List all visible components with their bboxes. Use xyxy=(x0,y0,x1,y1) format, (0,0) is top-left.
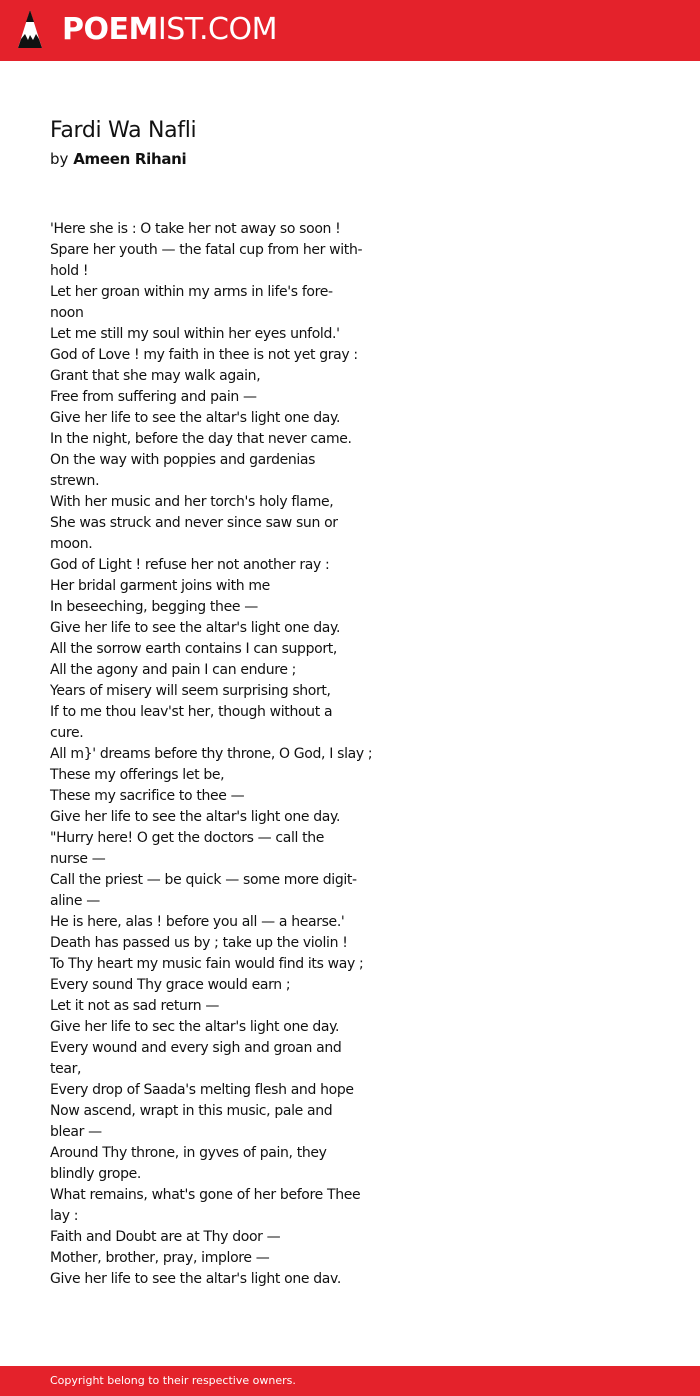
poem-line: lay : xyxy=(50,1208,79,1224)
poem-line: She was struck and never since saw sun or xyxy=(50,515,338,531)
poem-line: What remains, what's gone of her before Thee xyxy=(50,1187,361,1203)
poem-line: Mother, brother, pray, implore — xyxy=(50,1250,270,1266)
poem-line: Grant that she may walk again, xyxy=(50,368,261,384)
poem-line: God of Love ! my faith in thee is not yet gray : xyxy=(50,347,358,363)
poem-line: Let me still my soul within her eyes unfold.' xyxy=(50,326,340,342)
poem-line: Her bridal garment joins with me xyxy=(50,578,270,594)
poem-line: In the night, before the day that never came. xyxy=(50,431,352,447)
poem-line: All the sorrow earth contains I can support, xyxy=(50,641,337,657)
poem-line: Free from suffering and pain — xyxy=(50,389,257,405)
brand-light-text: IST.COM xyxy=(157,12,277,47)
poem-line: In beseeching, begging thee — xyxy=(50,599,258,615)
site-footer xyxy=(0,1366,700,1396)
poem-line: Give her life to see the altar's light one dav. xyxy=(50,1271,341,1287)
pencil-logo-icon[interactable] xyxy=(16,8,44,52)
poem-line: Faith and Doubt are at Thy door — xyxy=(50,1229,281,1245)
site-logo-link[interactable] xyxy=(62,12,277,48)
poem-line: moon. xyxy=(50,536,93,552)
brand-bold-text: POEM xyxy=(62,12,158,47)
poem-line: Spare her youth — the fatal cup from her with- xyxy=(50,242,363,258)
poem-body xyxy=(50,219,390,1290)
poem-line: "Hurry here! O get the doctors — call the xyxy=(50,830,325,846)
poem-line: These my sacrifice to thee — xyxy=(50,788,245,804)
site-header xyxy=(0,0,700,61)
poem-line: To Thy heart my music fain would find its way ; xyxy=(50,956,364,972)
poem-line: Years of misery will seem surprising short, xyxy=(50,683,331,699)
byline xyxy=(50,149,186,169)
poem-line: If to me thou leav'st her, though without a xyxy=(50,704,333,720)
poem-line: Give her life to see the altar's light one day. xyxy=(50,620,341,636)
poem-line: On the way with poppies and gardenias xyxy=(50,452,316,468)
poem-line: Give her life to sec the altar's light one day. xyxy=(50,1019,340,1035)
poem-line: hold ! xyxy=(50,263,89,279)
poem-title: Fardi Wa Nafli xyxy=(50,118,197,143)
poem-line: Let it not as sad return — xyxy=(50,998,220,1014)
poem-line: Call the priest — be quick — some more digit- xyxy=(50,872,357,888)
poem-line: Give her life to see the altar's light one day. xyxy=(50,410,341,426)
poem-line: Let her groan within my arms in life's fore- xyxy=(50,284,333,300)
poem-line: Death has passed us by ; take up the violin ! xyxy=(50,935,348,951)
poem-line: Around Thy throne, in gyves of pain, they xyxy=(50,1145,327,1161)
poem-line: Now ascend, wrapt in this music, pale and xyxy=(50,1103,333,1119)
poem-line: All m}' dreams before thy throne, O God, I slay ; xyxy=(50,746,373,762)
poem-line: Every drop of Saada's melting flesh and hope xyxy=(50,1082,354,1098)
author-link[interactable]: Ameen Rihani xyxy=(73,150,187,168)
poem-line: noon xyxy=(50,305,84,321)
poem-line: Every wound and every sigh and groan and xyxy=(50,1040,342,1056)
poem-line: Give her life to see the altar's light one day. xyxy=(50,809,341,825)
copyright-text: Copyright belong to their respective owners. xyxy=(50,1374,296,1387)
poem-line: Every sound Thy grace would earn ; xyxy=(50,977,291,993)
poem-line: blindly grope. xyxy=(50,1166,142,1182)
poem-line: cure. xyxy=(50,725,84,741)
poem-line: nurse — xyxy=(50,851,106,867)
poem-line: strewn. xyxy=(50,473,100,489)
poem-line: These my offerings let be, xyxy=(50,767,225,783)
poem-line: He is here, alas ! before you all — a hearse.' xyxy=(50,914,345,930)
poem-line: aline — xyxy=(50,893,100,909)
poem-line: All the agony and pain I can endure ; xyxy=(50,662,297,678)
by-label: by xyxy=(50,150,69,168)
poem-line: 'Here she is : O take her not away so soon ! xyxy=(50,221,341,237)
poem-line: With her music and her torch's holy flame, xyxy=(50,494,334,510)
poem-line: blear — xyxy=(50,1124,102,1140)
poem-line: God of Light ! refuse her not another ray : xyxy=(50,557,330,573)
poem-line: tear, xyxy=(50,1061,82,1077)
